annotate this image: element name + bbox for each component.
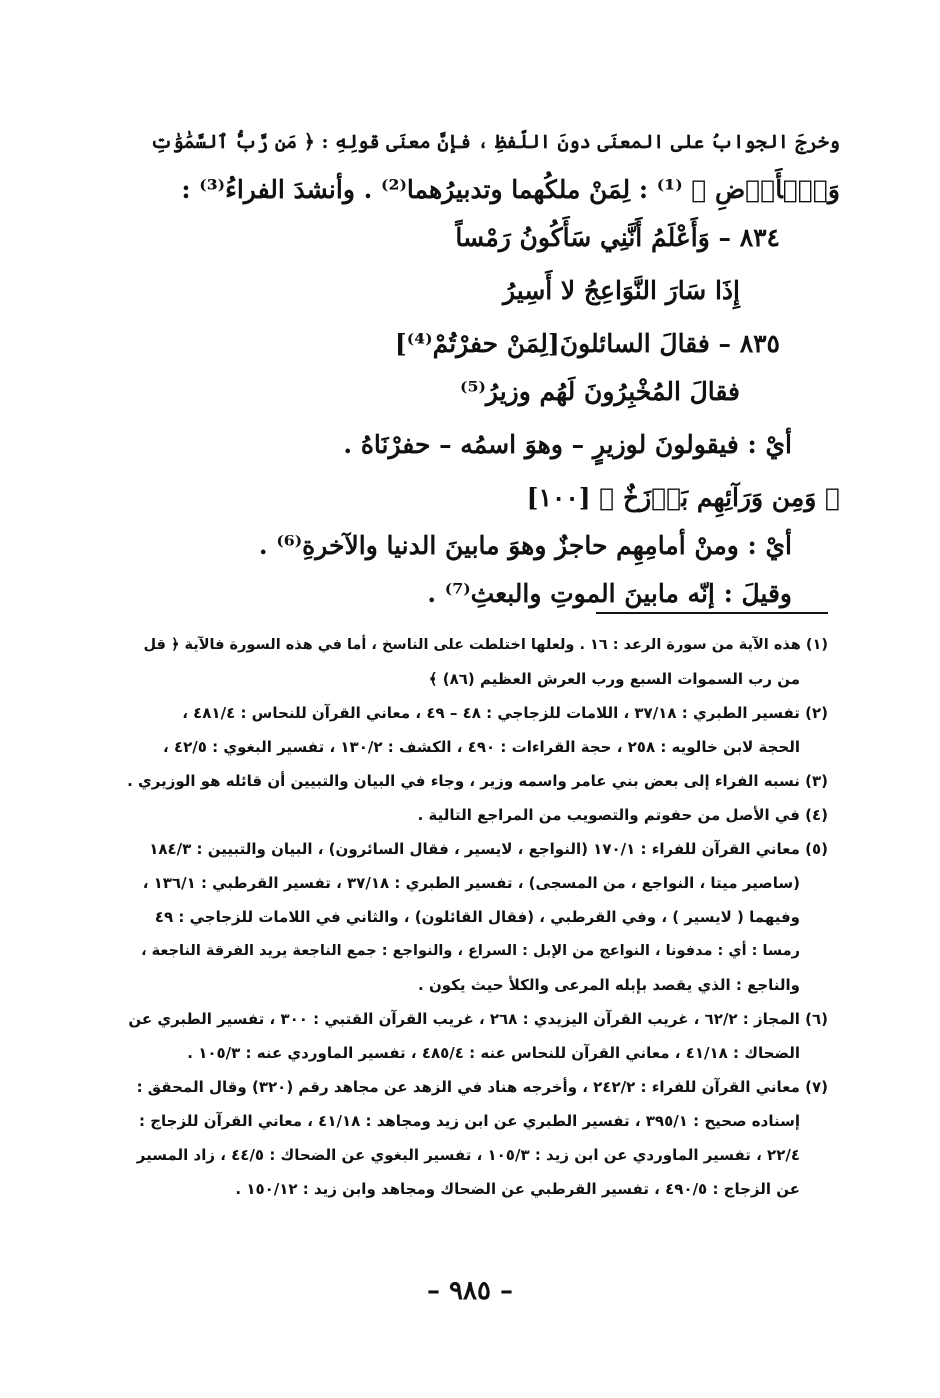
footnote-line: (ساصير ميتا ، النواجع ، من المسجى) ، تفسير الطبري : ٣٧/١٨ ، تفسير القرطبي : ١٣٦/١ ،	[142, 874, 800, 892]
verse-line: إِذَا سَارَ النَّوَاعِجُ لا أَسِيرُ	[503, 276, 740, 305]
footnote-line: (٢) تفسير الطبري : ٣٧/١٨ ، اللامات للزجاجي : ٤٨ – ٤٩ ، معاني القرآن للنحاس : ٤٨١/٤ ،	[182, 704, 828, 722]
main-line: أيْ : ومنْ أمامِهِم حاجزٌ وهوَ مابينَ الدنيا والآخرةِ⁽⁶⁾ .	[258, 531, 792, 560]
verse-line: ٨٣٤ – وَأَعْلَمُ أَنَّنِي سَأَكُونُ رَمْساً	[455, 223, 780, 252]
footnote-line: والناجع : الذي يقصد بإبله المرعى والكلأ حيث يكون .	[418, 976, 800, 994]
footnote-line: (٥) معاني القرآن للفراء : ١٧٠/١ (النواجع ، لايسير ، فقال السائرون) ، البيان والتبيين : ١٨٤/٣	[149, 840, 828, 858]
verse-line: ٨٣٥ – فقالَ السائلونَ[لِمَنْ حفرْتُمْ⁽⁴⁾]	[394, 329, 780, 358]
main-line: وَٱلۡأَرۡضِ ﴾ ⁽¹⁾ : لِمَنْ ملكُهما وتدبيرُهما⁽²⁾ . وأنشدَ الفراءُ⁽³⁾ :	[181, 175, 840, 204]
footnote-line: (٣) نسبه الفراء إلى بعض بني عامر واسمه وزير ، وجاء في البيان والتبيين أن قائله هو الوزيري .	[127, 772, 828, 790]
footnote-line: من رب السموات السبع ورب العرش العظيم (٨٦) ﴾	[428, 670, 800, 688]
footnote-line: (٤) في الأصل من حفوتم والتصويب من المراجع التالية .	[417, 806, 828, 824]
footnote-line: إسناده صحيح : ٣٩٥/١ ، تفسير الطبري عن ابن زيد ومجاهد : ٤١/١٨ ، معاني القرآن للزجاج :	[138, 1112, 800, 1130]
main-line: وخرجَ الجوابُ على المعنَى دونَ اللّفظِ ، فإنَّ معنَى قولِهِ : ﴿ مَن رَّبُّ ٱلسَّمَٰوَٰتِ	[150, 131, 840, 153]
footnote-line: رمسا : أي : مدفونا ، النواعج من الإبل : السراع ، والنواجع : جمع الناجعة يريد الفرقة الناجعة ،	[141, 943, 800, 959]
footnotes	[123, 628, 828, 1206]
footnote-line: وفيهما ( لايسير ) ، وفي القرطبي ، (فقال القائلون) ، والثاني في اللامات للزجاجي : ٤٩	[154, 908, 800, 926]
main-text	[140, 118, 840, 618]
footnote-line: الحجة لابن خالويه : ٢٥٨ ، حجة القراءات : ٤٩٠ ، الكشف : ١٣٠/٢ ، تفسير البغوي : ٤٢/٥ ،	[163, 738, 800, 756]
main-line: أيْ : فيقولونَ لوزيرٍ – وهوَ اسمُه – حفرْنَاهُ .	[343, 430, 792, 459]
footnote-divider	[596, 612, 828, 614]
footnote-line: (٦) المجاز : ٦٢/٢ ، غريب القرآن اليزيدي : ٢٦٨ ، غريب القرآن القتبي : ٣٠٠ ، تفسير الطبري عن	[128, 1010, 828, 1028]
footnote-line: الضحاك : ٤١/١٨ ، معاني القرآن للنحاس عنه : ٤٨٥/٤ ، تفسير الماوردي عنه : ١٠٥/٣ .	[187, 1044, 800, 1062]
quran-verse-line: ﴿ وَمِن وَرَآئِهِم بَرۡزَخٌ ﴾ [١٠٠]	[526, 483, 840, 512]
main-line: وقيلَ : إنّه مابينَ الموتِ والبعثِ⁽⁷⁾ .	[427, 579, 792, 608]
footnote-line: (٧) معاني القرآن للفراء : ٢٤٢/٢ ، وأخرجه هناد في الزهد عن مجاهد رقم (٣٢٠) وقال المحقق :	[136, 1078, 828, 1096]
footnote-line: ٢٢/٤ ، تفسير الماوردي عن ابن زيد : ١٠٥/٣ ، تفسير البغوي عن الضحاك : ٤٤/٥ ، زاد المسير	[136, 1146, 800, 1164]
page-number: – ٩٨٥ –	[426, 1276, 514, 1306]
footnote-line: (١) هذه الآية من سورة الرعد : ١٦ . ولعلها اختلطت على الناسخ ، أما في هذه السورة فالآية ﴿ قل	[143, 637, 828, 653]
footnote-line: عن الزجاج : ٤٩٠/٥ ، تفسير القرطبي عن الضحاك ومجاهد وابن زيد : ١٥٠/١٢ .	[235, 1180, 800, 1198]
verse-line: فقالَ المُخْبِرُونَ لَهُم وزيرُ⁽⁵⁾	[460, 377, 740, 406]
